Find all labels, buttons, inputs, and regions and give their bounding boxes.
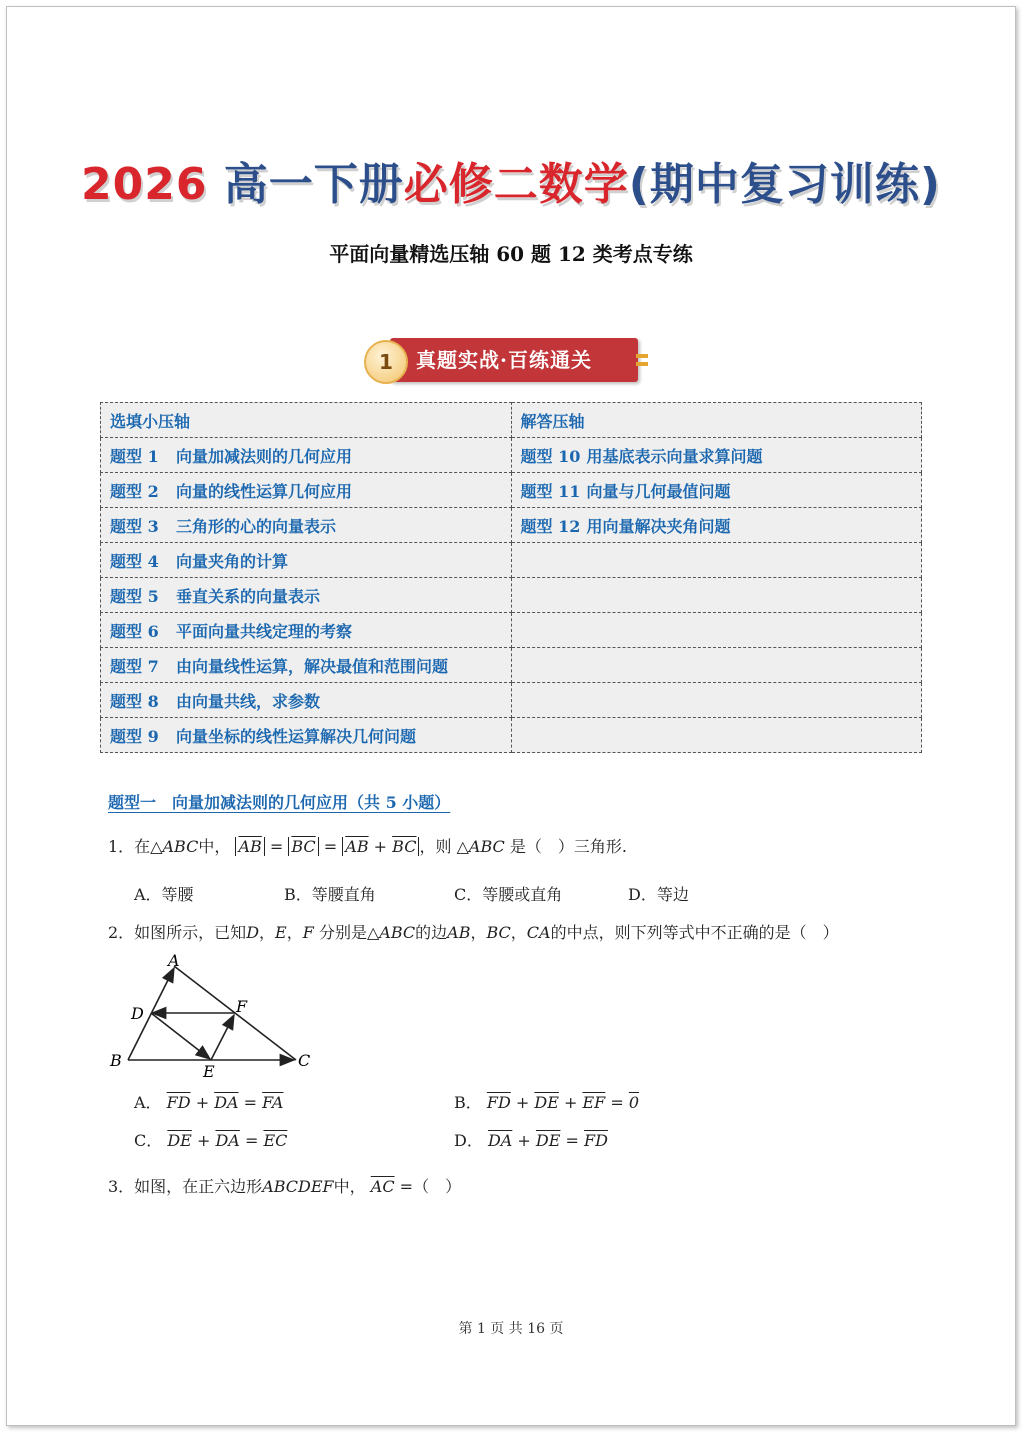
label-c: C xyxy=(298,1051,311,1070)
toc-empty-cell xyxy=(511,648,922,683)
q2-option-c[interactable]: C． $\overline{DE} + \overline{DA} = \overline{EC}$ xyxy=(134,1131,288,1150)
toc-item[interactable]: 题型 2 向量的线性运算几何应用 xyxy=(101,473,512,508)
toc-right-header: 解答压轴 xyxy=(511,403,922,438)
toc-left-header: 选填小压轴 xyxy=(101,403,512,438)
toc-row xyxy=(101,648,922,683)
toc-item[interactable]: 题型 7 由向量线性运算，解决最值和范围问题 xyxy=(101,648,512,683)
question-2: 2．如图所示，已知D，E，F 分别是△ABC的边AB，BC，CA的中点，则下列等式中不正确的是（ ） xyxy=(108,923,839,942)
banner-grade: 高一下册 xyxy=(223,159,404,210)
document-subtitle: 平面向量精选压轴 60 题 12 类考点专练 xyxy=(329,242,693,266)
q1-option-c[interactable]: C．等腰或直角 xyxy=(454,885,563,904)
label-d: D xyxy=(131,1004,144,1023)
banner-year: 2026 xyxy=(80,159,208,210)
section-title[interactable]: 题型一 向量加减法则的几何应用（共 5 小题） xyxy=(108,793,451,812)
banner-purpose: (期中复习训练) xyxy=(628,159,941,210)
q2-option-b[interactable]: B． $\overline{FD} + \overline{DE} + \overline{EF} = 0$ xyxy=(454,1093,640,1112)
toc-item[interactable]: 题型 12 用向量解决夹角问题 xyxy=(511,508,922,543)
toc-item[interactable]: 题型 9 向量坐标的线性运算解决几何问题 xyxy=(101,718,512,753)
triangle-figure xyxy=(108,950,328,1080)
toc-item[interactable]: 题型 10 用基底表示向量求算问题 xyxy=(511,438,922,473)
toc-row xyxy=(101,718,922,753)
toc-item[interactable]: 题型 5 垂直关系的向量表示 xyxy=(101,578,512,613)
toc-item[interactable]: 题型 4 向量夹角的计算 xyxy=(101,543,512,578)
q2-option-a[interactable]: A． $\overline{FD} + \overline{DA} = \overline{FA}$ xyxy=(134,1093,284,1112)
vector-ef xyxy=(211,1015,234,1060)
section-badge xyxy=(364,336,654,386)
label-b: B xyxy=(110,1051,122,1070)
toc-item[interactable]: 题型 1 向量加减法则的几何应用 xyxy=(101,438,512,473)
toc-row xyxy=(101,403,922,438)
toc-empty-cell xyxy=(511,683,922,718)
vector-de xyxy=(151,1013,210,1059)
banner-title xyxy=(0,148,1022,212)
q2-option-d[interactable]: D． $\overline{DA} + \overline{DE} = \overline{FD}$ xyxy=(454,1131,608,1150)
badge-number: 1 xyxy=(364,340,408,384)
label-a: A xyxy=(168,951,180,970)
toc-empty-cell xyxy=(511,718,922,753)
toc-item[interactable]: 题型 11 向量与几何最值问题 xyxy=(511,473,922,508)
toc-empty-cell xyxy=(511,578,922,613)
label-f: F xyxy=(236,997,248,1016)
toc-row xyxy=(101,578,922,613)
badge-decoration xyxy=(636,354,650,370)
question-1: 1．在△ABC中， $\overline{AB} = \overline{BC} = \overline{AB} + \overline{BC}$ ，则 △ABC 是（ ）三角形. xyxy=(108,837,627,856)
question-3: 3．如图，在正六边形ABCDEF中， $\overline{AC}$ =（ ） xyxy=(108,1177,462,1196)
toc-row xyxy=(101,508,922,543)
toc-row xyxy=(101,543,922,578)
badge-label: 真题实战·百练通关 xyxy=(390,338,638,382)
toc-empty-cell xyxy=(511,543,922,578)
toc-item[interactable]: 题型 6 平面向量共线定理的考察 xyxy=(101,613,512,648)
banner-subject: 必修二数学 xyxy=(403,159,629,210)
toc-item[interactable]: 题型 8 由向量共线，求参数 xyxy=(101,683,512,718)
label-e: E xyxy=(203,1062,215,1080)
page-footer: 第 1 页 共 16 页 xyxy=(458,1321,564,1337)
toc-row xyxy=(101,438,922,473)
toc-table xyxy=(100,402,922,753)
q1-option-b[interactable]: B．等腰直角 xyxy=(284,885,376,904)
toc-row xyxy=(101,473,922,508)
toc-empty-cell xyxy=(511,613,922,648)
q1-option-d[interactable]: D．等边 xyxy=(628,885,689,904)
toc-row xyxy=(101,683,922,718)
q1-option-a[interactable]: A．等腰 xyxy=(134,885,194,904)
toc-item[interactable]: 题型 3 三角形的心的向量表示 xyxy=(101,508,512,543)
toc-row xyxy=(101,613,922,648)
